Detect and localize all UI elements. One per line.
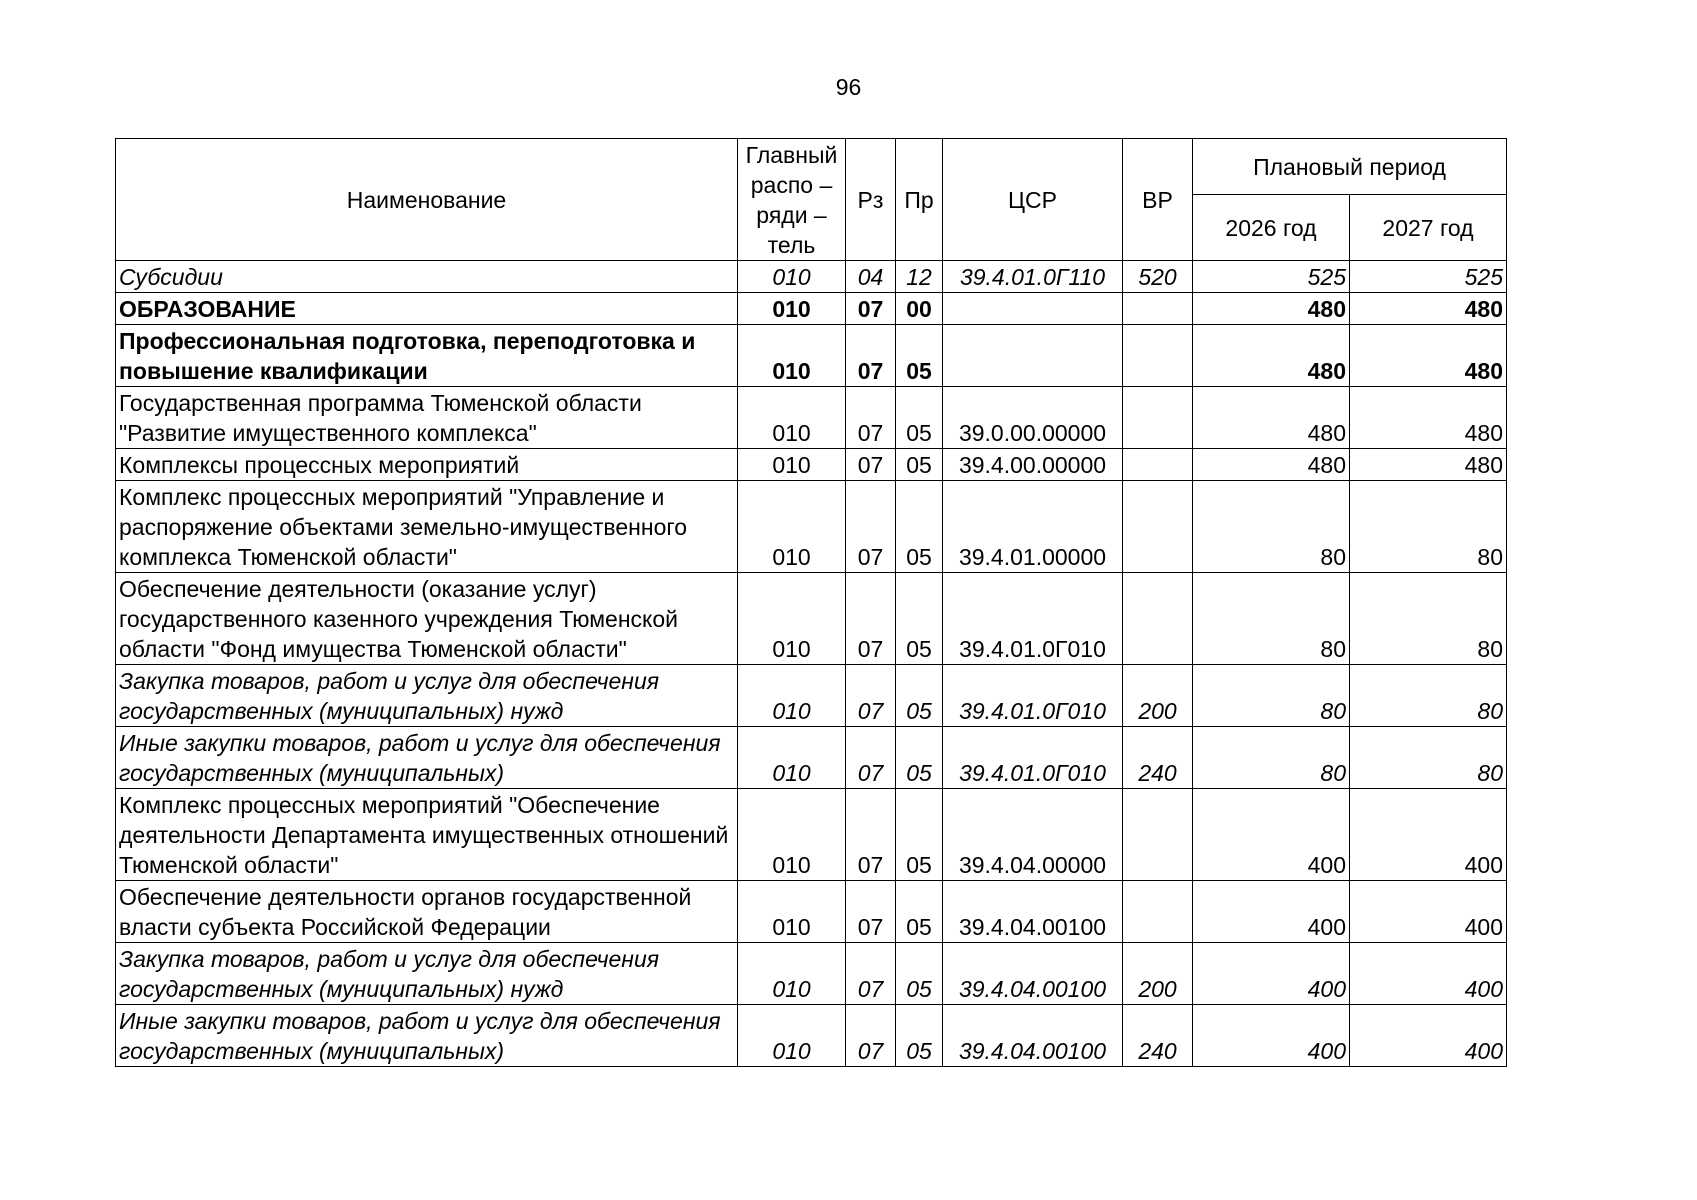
row-pr: 05 bbox=[896, 387, 943, 449]
row-value-2027: 400 bbox=[1350, 943, 1507, 1005]
row-pr: 05 bbox=[896, 789, 943, 881]
table-row bbox=[116, 665, 1507, 727]
row-csr: 39.4.01.0Г010 bbox=[943, 665, 1123, 727]
table-row bbox=[116, 481, 1507, 573]
row-pr: 00 bbox=[896, 293, 943, 325]
row-value-2027: 480 bbox=[1350, 293, 1507, 325]
row-main-manager: 010 bbox=[738, 881, 846, 943]
row-value-2027: 80 bbox=[1350, 665, 1507, 727]
row-name: Иные закупки товаров, работ и услуг для обеспечения государственных (муниципальных) bbox=[116, 727, 738, 789]
header-rz: Рз bbox=[846, 139, 896, 261]
row-value-2026: 400 bbox=[1193, 1005, 1350, 1067]
row-main-manager: 010 bbox=[738, 261, 846, 293]
header-main-manager-line: Главный bbox=[745, 142, 838, 168]
row-pr: 05 bbox=[896, 943, 943, 1005]
row-name: Комплексы процессных мероприятий bbox=[116, 449, 738, 481]
row-vr bbox=[1123, 325, 1193, 387]
row-name: Закупка товаров, работ и услуг для обеспечения государственных (муниципальных) нужд bbox=[116, 665, 738, 727]
row-csr: 39.4.04.00000 bbox=[943, 789, 1123, 881]
row-rz: 07 bbox=[846, 293, 896, 325]
row-value-2026: 400 bbox=[1193, 943, 1350, 1005]
table-row bbox=[116, 387, 1507, 449]
row-vr: 240 bbox=[1123, 727, 1193, 789]
row-value-2027: 400 bbox=[1350, 789, 1507, 881]
row-value-2026: 80 bbox=[1193, 481, 1350, 573]
row-rz: 07 bbox=[846, 943, 896, 1005]
header-main-manager-line: распо – bbox=[750, 172, 833, 198]
table-row bbox=[116, 573, 1507, 665]
row-rz: 04 bbox=[846, 261, 896, 293]
row-main-manager: 010 bbox=[738, 789, 846, 881]
row-value-2026: 525 bbox=[1193, 261, 1350, 293]
row-value-2027: 400 bbox=[1350, 1005, 1507, 1067]
table-body bbox=[116, 261, 1507, 1067]
table-row bbox=[116, 325, 1507, 387]
row-value-2027: 80 bbox=[1350, 727, 1507, 789]
row-vr bbox=[1123, 449, 1193, 481]
row-csr bbox=[943, 293, 1123, 325]
row-pr: 05 bbox=[896, 481, 943, 573]
row-main-manager: 010 bbox=[738, 573, 846, 665]
row-csr: 39.0.00.00000 bbox=[943, 387, 1123, 449]
row-main-manager: 010 bbox=[738, 387, 846, 449]
row-rz: 07 bbox=[846, 387, 896, 449]
row-value-2027: 400 bbox=[1350, 881, 1507, 943]
row-csr: 39.4.01.0Г010 bbox=[943, 573, 1123, 665]
row-name: Иные закупки товаров, работ и услуг для обеспечения государственных (муниципальных) bbox=[116, 1005, 738, 1067]
row-value-2027: 525 bbox=[1350, 261, 1507, 293]
row-main-manager: 010 bbox=[738, 293, 846, 325]
row-main-manager: 010 bbox=[738, 325, 846, 387]
row-vr bbox=[1123, 789, 1193, 881]
row-value-2026: 480 bbox=[1193, 387, 1350, 449]
row-csr bbox=[943, 325, 1123, 387]
row-name: Комплекс процессных мероприятий "Обеспечение деятельности Департамента имущественных отношений Тюменской области" bbox=[116, 789, 738, 881]
row-pr: 05 bbox=[896, 665, 943, 727]
row-value-2027: 80 bbox=[1350, 573, 1507, 665]
table-row bbox=[116, 727, 1507, 789]
table-row bbox=[116, 1005, 1507, 1067]
row-csr: 39.4.04.00100 bbox=[943, 1005, 1123, 1067]
row-name: Профессиональная подготовка, переподготовка и повышение квалификации bbox=[116, 325, 738, 387]
row-pr: 05 bbox=[896, 881, 943, 943]
header-row-1 bbox=[116, 139, 1507, 195]
row-value-2026: 480 bbox=[1193, 325, 1350, 387]
header-year-2027: 2027 год bbox=[1350, 194, 1507, 260]
row-name: ОБРАЗОВАНИЕ bbox=[116, 293, 738, 325]
row-value-2026: 400 bbox=[1193, 881, 1350, 943]
row-vr: 520 bbox=[1123, 261, 1193, 293]
row-vr bbox=[1123, 481, 1193, 573]
row-rz: 07 bbox=[846, 1005, 896, 1067]
row-csr: 39.4.04.00100 bbox=[943, 881, 1123, 943]
row-vr: 200 bbox=[1123, 943, 1193, 1005]
row-main-manager: 010 bbox=[738, 943, 846, 1005]
header-pr: Пр bbox=[896, 139, 943, 261]
row-name: Закупка товаров, работ и услуг для обеспечения государственных (муниципальных) нужд bbox=[116, 943, 738, 1005]
row-value-2026: 480 bbox=[1193, 449, 1350, 481]
row-value-2026: 80 bbox=[1193, 573, 1350, 665]
row-name: Государственная программа Тюменской области "Развитие имущественного комплекса" bbox=[116, 387, 738, 449]
row-rz: 07 bbox=[846, 665, 896, 727]
row-pr: 05 bbox=[896, 449, 943, 481]
budget-table bbox=[115, 138, 1507, 1067]
row-value-2027: 480 bbox=[1350, 387, 1507, 449]
row-rz: 07 bbox=[846, 881, 896, 943]
header-planned-period: Плановый период bbox=[1193, 139, 1507, 195]
row-pr: 05 bbox=[896, 573, 943, 665]
table-row bbox=[116, 449, 1507, 481]
row-name: Обеспечение деятельности (оказание услуг) государственного казенного учреждения Тюменской области "Фонд имущества Тюменской области" bbox=[116, 573, 738, 665]
row-vr: 200 bbox=[1123, 665, 1193, 727]
row-main-manager: 010 bbox=[738, 665, 846, 727]
row-name: Обеспечение деятельности органов государственной власти субъекта Российской Федерации bbox=[116, 881, 738, 943]
row-csr: 39.4.04.00100 bbox=[943, 943, 1123, 1005]
row-name: Субсидии bbox=[116, 261, 738, 293]
row-vr: 240 bbox=[1123, 1005, 1193, 1067]
row-value-2026: 400 bbox=[1193, 789, 1350, 881]
row-pr: 12 bbox=[896, 261, 943, 293]
row-pr: 05 bbox=[896, 325, 943, 387]
row-value-2026: 480 bbox=[1193, 293, 1350, 325]
row-vr bbox=[1123, 293, 1193, 325]
header-main-manager-line: тель bbox=[767, 232, 816, 258]
row-vr bbox=[1123, 387, 1193, 449]
table-row bbox=[116, 293, 1507, 325]
row-name: Комплекс процессных мероприятий "Управление и распоряжение объектами земельно-имущественного комплекса Тюменской области" bbox=[116, 481, 738, 573]
row-main-manager: 010 bbox=[738, 449, 846, 481]
row-pr: 05 bbox=[896, 1005, 943, 1067]
row-rz: 07 bbox=[846, 573, 896, 665]
row-rz: 07 bbox=[846, 449, 896, 481]
row-rz: 07 bbox=[846, 325, 896, 387]
row-csr: 39.4.01.0Г010 bbox=[943, 727, 1123, 789]
table-row bbox=[116, 943, 1507, 1005]
row-pr: 05 bbox=[896, 727, 943, 789]
header-year-2026: 2026 год bbox=[1193, 194, 1350, 260]
row-value-2026: 80 bbox=[1193, 665, 1350, 727]
row-csr: 39.4.01.00000 bbox=[943, 481, 1123, 573]
table-row bbox=[116, 789, 1507, 881]
header-vr: ВР bbox=[1123, 139, 1193, 261]
row-vr bbox=[1123, 881, 1193, 943]
row-csr: 39.4.01.0Г110 bbox=[943, 261, 1123, 293]
row-value-2026: 80 bbox=[1193, 727, 1350, 789]
row-csr: 39.4.00.00000 bbox=[943, 449, 1123, 481]
row-main-manager: 010 bbox=[738, 727, 846, 789]
row-main-manager: 010 bbox=[738, 1005, 846, 1067]
header-name: Наименование bbox=[116, 139, 738, 261]
row-value-2027: 480 bbox=[1350, 449, 1507, 481]
table-row bbox=[116, 261, 1507, 293]
row-rz: 07 bbox=[846, 481, 896, 573]
row-rz: 07 bbox=[846, 727, 896, 789]
table-row bbox=[116, 881, 1507, 943]
page-number: 96 bbox=[835, 74, 862, 100]
header-main-manager bbox=[738, 139, 846, 261]
header-main-manager-line: ряди – bbox=[756, 202, 827, 228]
row-main-manager: 010 bbox=[738, 481, 846, 573]
header-csr: ЦСР bbox=[943, 139, 1123, 261]
row-vr bbox=[1123, 573, 1193, 665]
row-rz: 07 bbox=[846, 789, 896, 881]
row-value-2027: 80 bbox=[1350, 481, 1507, 573]
row-value-2027: 480 bbox=[1350, 325, 1507, 387]
